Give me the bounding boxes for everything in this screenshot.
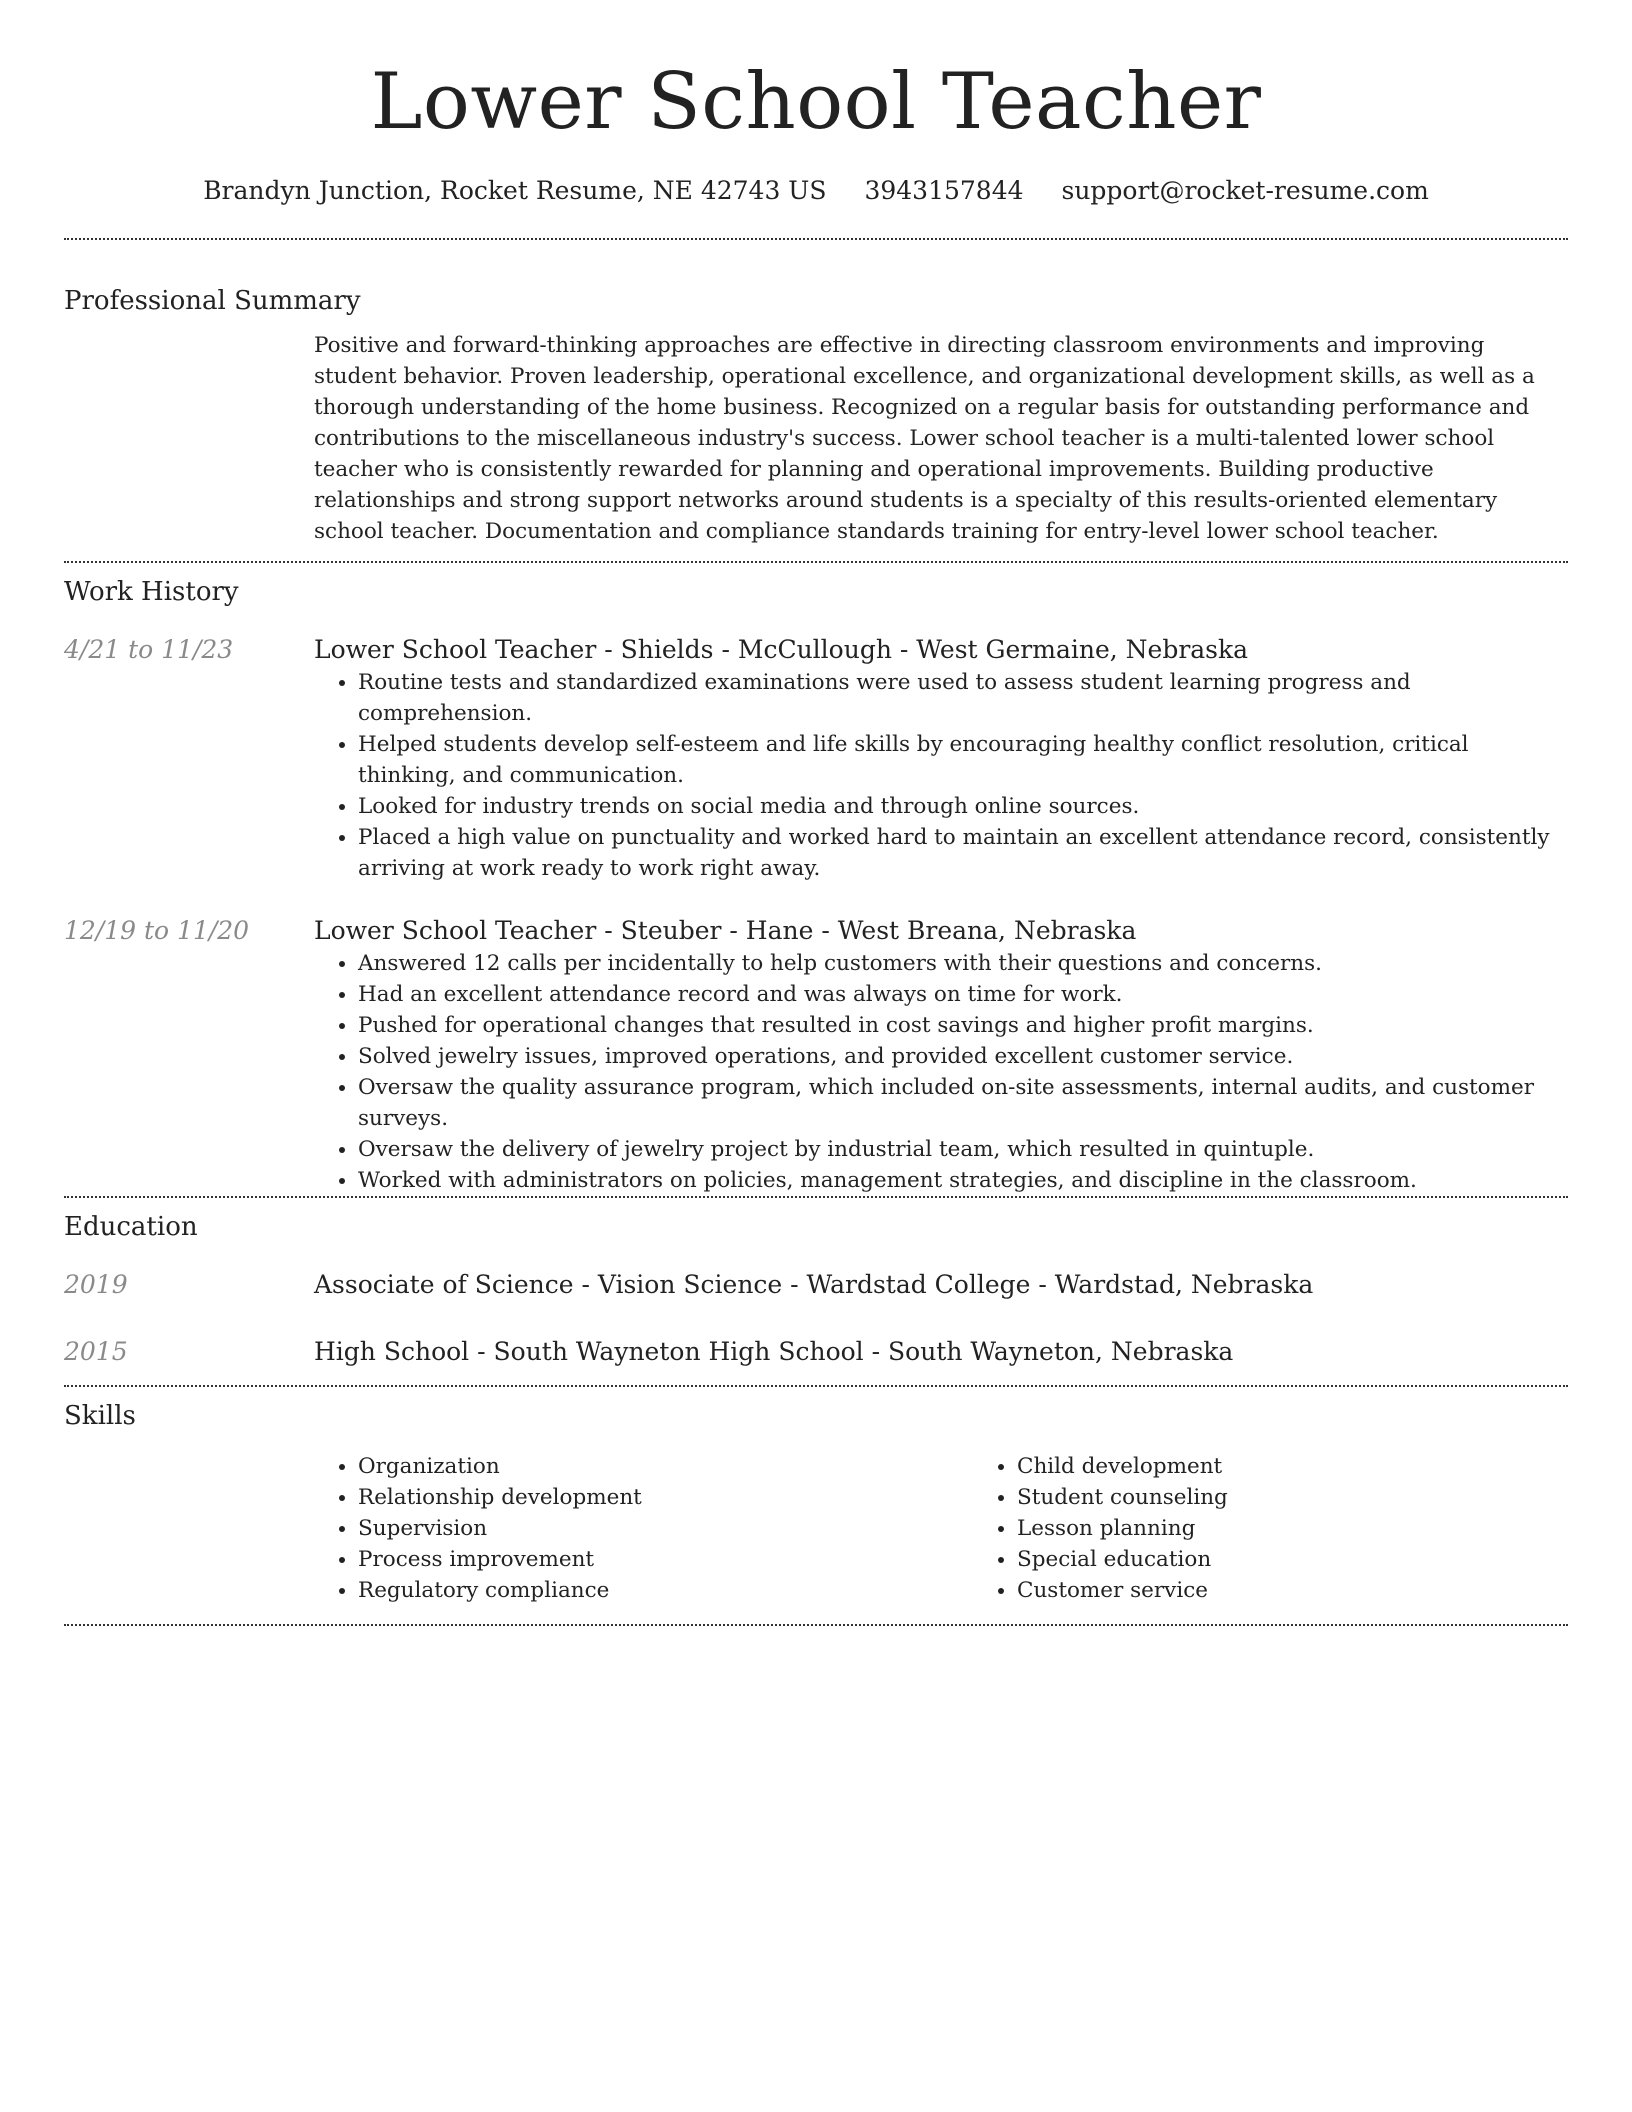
job-bullets — [314, 667, 1568, 884]
job-role: Lower School Teacher — [314, 635, 597, 664]
job-bullet: • Routine tests and standardized examinations were used to assess student learning progress and comprehension. — [358, 667, 1568, 729]
skill-item: • Lesson planning — [1017, 1513, 1632, 1544]
skill-item: • Child development — [1017, 1451, 1632, 1482]
skill-item: • Organization — [358, 1451, 973, 1482]
job-title — [314, 914, 1568, 948]
education-details: - Wardstad College - Wardstad, Nebraska — [782, 1270, 1314, 1299]
skill-item: • Relationship development — [358, 1482, 973, 1513]
job-bullet: • Looked for industry trends on social media and through online sources. — [358, 791, 1568, 822]
section-divider — [64, 1196, 1568, 1198]
job-bullet: • Helped students develop self-esteem and life skills by encouraging healthy conflict resolution, critical thinking, and communication. — [358, 729, 1568, 791]
education-year: 2019 — [64, 1270, 128, 1299]
skill-item: • Regulatory compliance — [358, 1575, 973, 1606]
education-title — [314, 1268, 1568, 1302]
education-entry — [64, 1335, 1568, 1369]
job-bullet: • Oversaw the delivery of jewelry project by industrial team, which resulted in quintuple. — [358, 1134, 1568, 1165]
job-role: Lower School Teacher — [314, 916, 597, 945]
skills-list-left — [314, 1451, 973, 1606]
skill-item: • Customer service — [1017, 1575, 1632, 1606]
skill-item: • Student counseling — [1017, 1482, 1632, 1513]
section-divider — [64, 238, 1568, 240]
skills-list-right — [973, 1451, 1632, 1606]
summary-section — [64, 330, 1568, 547]
job-entry — [64, 914, 1568, 1196]
resume-name: Lower School Teacher — [370, 57, 1262, 147]
job-details: - Shields - McCullough - West Germaine, Nebraska — [596, 635, 1249, 664]
skill-item: • Process improvement — [358, 1544, 973, 1575]
job-bullet: • Placed a high value on punctuality and worked hard to maintain an excellent attendance record, consistently arriving at work ready to work right away. — [358, 822, 1568, 884]
section-title-work: Work History — [64, 577, 239, 607]
education-degree: Associate of Science - Vision Science — [314, 1270, 783, 1299]
job-title — [314, 633, 1568, 667]
job-bullets — [314, 948, 1568, 1196]
contact-address: Brandyn Junction, Rocket Resume, NE 42743 US — [203, 176, 827, 205]
contact-line — [64, 174, 1568, 208]
job-bullet: • Worked with administrators on policies, management strategies, and discipline in the classroom. — [358, 1165, 1568, 1196]
skills-section — [64, 1451, 1568, 1606]
contact-email: support@rocket-resume.com — [1061, 176, 1429, 205]
section-divider — [64, 561, 1568, 563]
job-dates: 4/21 to 11/23 — [64, 635, 234, 664]
education-degree: High School — [314, 1337, 470, 1366]
job-bullet: • Had an excellent attendance record and was always on time for work. — [358, 979, 1568, 1010]
job-bullet: • Oversaw the quality assurance program, which included on-site assessments, internal audits, and customer surveys. — [358, 1072, 1568, 1134]
section-title-education: Education — [64, 1212, 198, 1242]
skill-item: • Special education — [1017, 1544, 1632, 1575]
job-bullet: • Answered 12 calls per incidentally to help customers with their questions and concerns. — [358, 948, 1568, 979]
job-entry — [64, 633, 1568, 884]
job-bullet: • Pushed for operational changes that resulted in cost savings and higher profit margins. — [358, 1010, 1568, 1041]
section-divider — [64, 1385, 1568, 1387]
education-entry — [64, 1268, 1568, 1302]
job-details: - Steuber - Hane - West Breana, Nebraska — [596, 916, 1137, 945]
job-dates: 12/19 to 11/20 — [64, 916, 250, 945]
section-divider — [64, 1624, 1568, 1626]
summary-text: Positive and forward-thinking approaches are effective in directing classroom environments and improving student behavior. Proven leadership, operational excellence, and organizational development skills, as well as a thorough understanding of the home business. Recognized on a regular basis for outstanding performance and contributions to the miscellaneous industry's success. Lower school teacher is a multi-talented lower school teacher who is consistently rewarded for planning and operational improvements. Building productive relationships and strong support networks around students is a specialty of this results-oriented elementary school teacher. Documentation and compliance standards training for entry-level lower school teacher. — [314, 333, 1535, 544]
skill-item: • Supervision — [358, 1513, 973, 1544]
contact-phone: 3943157844 — [864, 176, 1024, 205]
education-details: - South Wayneton High School - South Wayneton, Nebraska — [469, 1337, 1234, 1366]
section-title-summary: Professional Summary — [64, 286, 361, 316]
education-year: 2015 — [64, 1337, 128, 1366]
job-bullet: • Solved jewelry issues, improved operations, and provided excellent customer service. — [358, 1041, 1568, 1072]
section-title-skills: Skills — [64, 1401, 136, 1431]
education-title — [314, 1335, 1568, 1369]
